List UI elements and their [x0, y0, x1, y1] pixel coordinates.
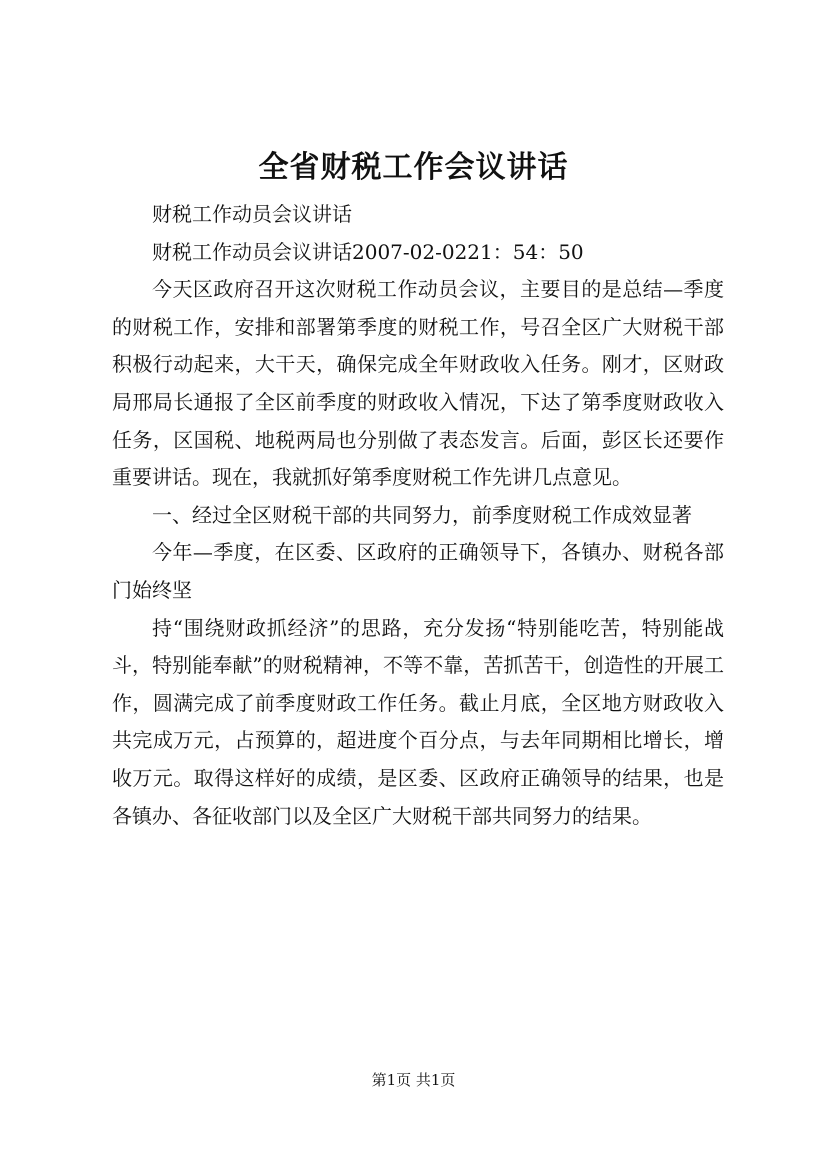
- document-title: 全省财税工作会议讲话: [258, 150, 569, 185]
- paragraph-subtitle: 财税工作动员会议讲话: [152, 202, 352, 226]
- paragraph-body: 持“围绕财政抓经济”的思路，充分发扬“特别能吃苦，特别能战斗，特别能奉献”的财税精神，不等不靠，苦抓苦干，创造性的开展工作，圆满完成了前季度财政工作任务。截止月底，全区地方财政收入共完成万元，占预算的，超进度个百分点，与去年同期相比增长，增收万元。取得这样好的成绩，是区委、区政府正确领导的结果，也是各镇办、各征收部门以及全区广大财税干部共同努力的结果。: [112, 615, 724, 828]
- paragraph-dateline: 财税工作动员会议讲话2007-02-0221：54：50: [152, 239, 584, 264]
- page-number-footer: 第1页 共1页: [371, 1071, 456, 1089]
- paragraph-intro: 今天区政府召开这次财税工作动员会议，主要目的是总结—季度的财税工作，安排和部署第季度的财税工作，号召全区广大财税干部积极行动起来，大干天，确保完成全年财政收入任务。刚才，区财政局邢局长通报了全区前季度的财政收入情况，下达了第季度财政收入任务，区国税、地税两局也分别做了表态发言。后面，彭区长还要作重要讲话。现在，我就抓好第季度财税工作先讲几点意见。: [112, 277, 724, 490]
- paragraph-body: 今年—季度，在区委、区政府的正确领导下，各镇办、财税各部门始终坚: [112, 540, 724, 602]
- section-heading: 一、经过全区财税干部的共同努力，前季度财税工作成效显著: [152, 502, 692, 527]
- document-body: [112, 196, 724, 835]
